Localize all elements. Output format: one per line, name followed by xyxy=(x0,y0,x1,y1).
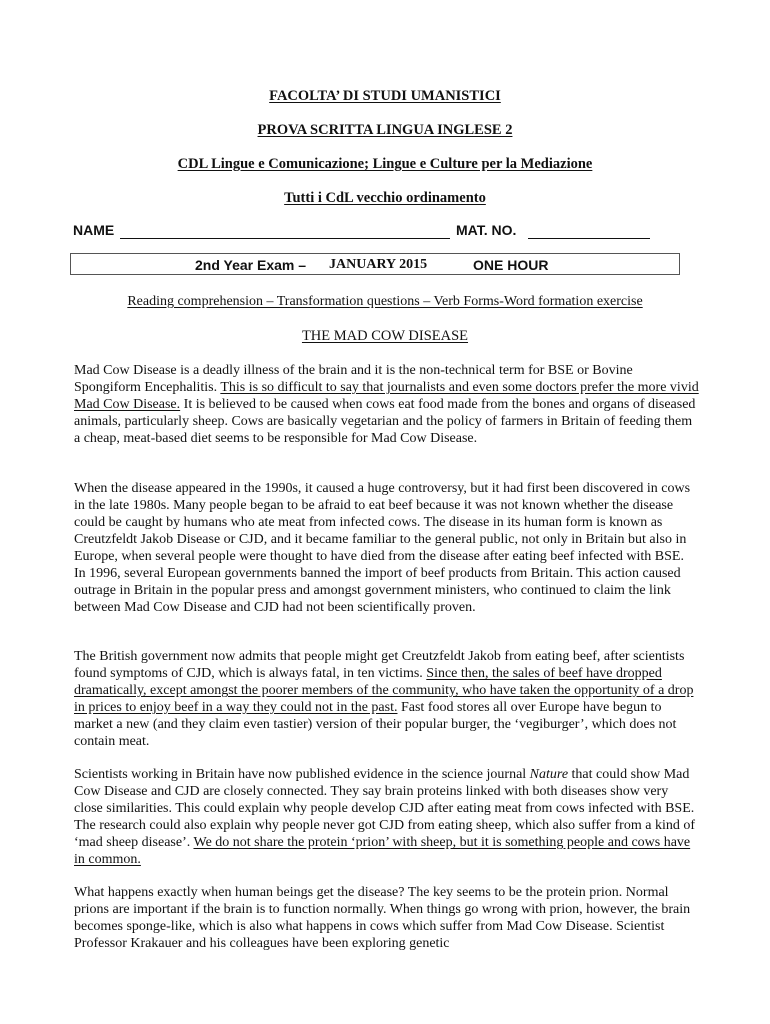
p3-text-b: Fast food stores all over Europe have begun to market a new (and they claim even tastier) version of their popular burger, the ‘vegiburger’, which does not contain meat. xyxy=(74,700,677,749)
paragraph-3 xyxy=(74,648,699,750)
faculty-heading: FACOLTA’ DI STUDI UMANISTICI xyxy=(269,88,501,104)
p1-text-a: Mad Cow Disease is a deadly illness of the brain and it is the non-technical term for BSE or Bovine Spongiform Encephalitis. xyxy=(74,363,633,395)
paragraph-5: What happens exactly when human beings get the disease? The key seems to be the protein prion. Normal prions are important if the brain is to function normally. When things go wrong with prion, however, the brain becomes sponge-like, which is also what happens in cows which suffer from Mad Cow Disease. Scientist Professor Krakauer and his colleagues have been exploring genetic xyxy=(74,885,691,951)
name-blank-line xyxy=(120,238,450,239)
journal-name: Nature xyxy=(529,767,569,782)
paragraph-4 xyxy=(74,766,699,868)
exam-date: JANUARY 2015 xyxy=(329,257,428,272)
name-matno-row xyxy=(73,222,663,242)
paragraph-1 xyxy=(74,362,699,447)
paragraph-2: When the disease appeared in the 1990s, it caused a huge controversy, but it had first been discovered in cows in the late 1980s. Many people began to be afraid to eat beef because it was not known whether the disease could be caught by humans who ate meat from infected cows. The disease in its human form is known as Creutzfeldt Jakob Disease or CJD, and it became familiar to the general public, not only in Britain but also in Europe, when several people were thought to have died from the disease after eating beef infected with BSE. In 1996, several European governments banned the import of beef products from Britain. This action caused outrage in Britain in the popular press and amongst government ministers, who continued to claim the link between Mad Cow Disease and CJD had not been scientifically proven. xyxy=(74,481,691,615)
cdl-note: Tutti i CdL vecchio ordinamento xyxy=(284,190,486,206)
name-label: NAME xyxy=(73,222,115,238)
p1-text-b: It is believed to be caused when cows eat food made from the bones and organs of diseased animals, particularly sheep. Cows are basically vegetarian and the policy of farmers in Britain of feeding them a cheap, meat-based diet seems to be responsible for Mad Cow Disease. xyxy=(74,397,696,446)
exam-title: PROVA SCRITTA LINGUA INGLESE 2 xyxy=(257,122,513,138)
p3-text-a: The British government now admits that people might get Creutzfeldt Jakob from eating beef, after scientists found symptoms of CJD, which is always fatal, in ten victims. xyxy=(74,649,685,681)
exam-sections-subtitle: Reading comprehension – Transformation questions – Verb Forms-Word formation exercise xyxy=(127,294,643,309)
matno-label: MAT. NO. xyxy=(456,222,517,238)
matno-blank-line xyxy=(528,238,650,239)
article-title: THE MAD COW DISEASE xyxy=(301,328,469,344)
exam-info-box xyxy=(70,253,680,275)
p1-underlined-sentence: This is so difficult to say that journalists and even some doctors prefer the more vivid Mad Cow Disease. xyxy=(74,380,699,412)
p4-text-b: that could show Mad Cow Disease and CJD are closely connected. They say brain proteins linked with both diseases show very close similarities. This could explain why people develop CJD after eating meat from cows infected with BSE. The research could also explain why people never got CJD from eating sheep, which also suffer from a kind of ‘mad sheep disease’. xyxy=(74,767,695,850)
exam-label: 2nd Year Exam – xyxy=(195,257,307,273)
exam-duration: ONE HOUR xyxy=(473,257,549,273)
p4-underlined-sentence: We do not share the protein ‘prion’ with sheep, but it is something people and cows have in common. xyxy=(74,835,691,867)
p3-underlined-sentence: Since then, the sales of beef have dropped dramatically, except amongst the poorer members of the community, who have taken the opportunity of a drop in prices to enjoy beef in a way they could not in the past. xyxy=(74,666,694,715)
p4-text-a: Scientists working in Britain have now published evidence in the science journal xyxy=(74,767,530,782)
course-heading: CDL Lingue e Comunicazione; Lingue e Culture per la Mediazione xyxy=(177,156,593,172)
